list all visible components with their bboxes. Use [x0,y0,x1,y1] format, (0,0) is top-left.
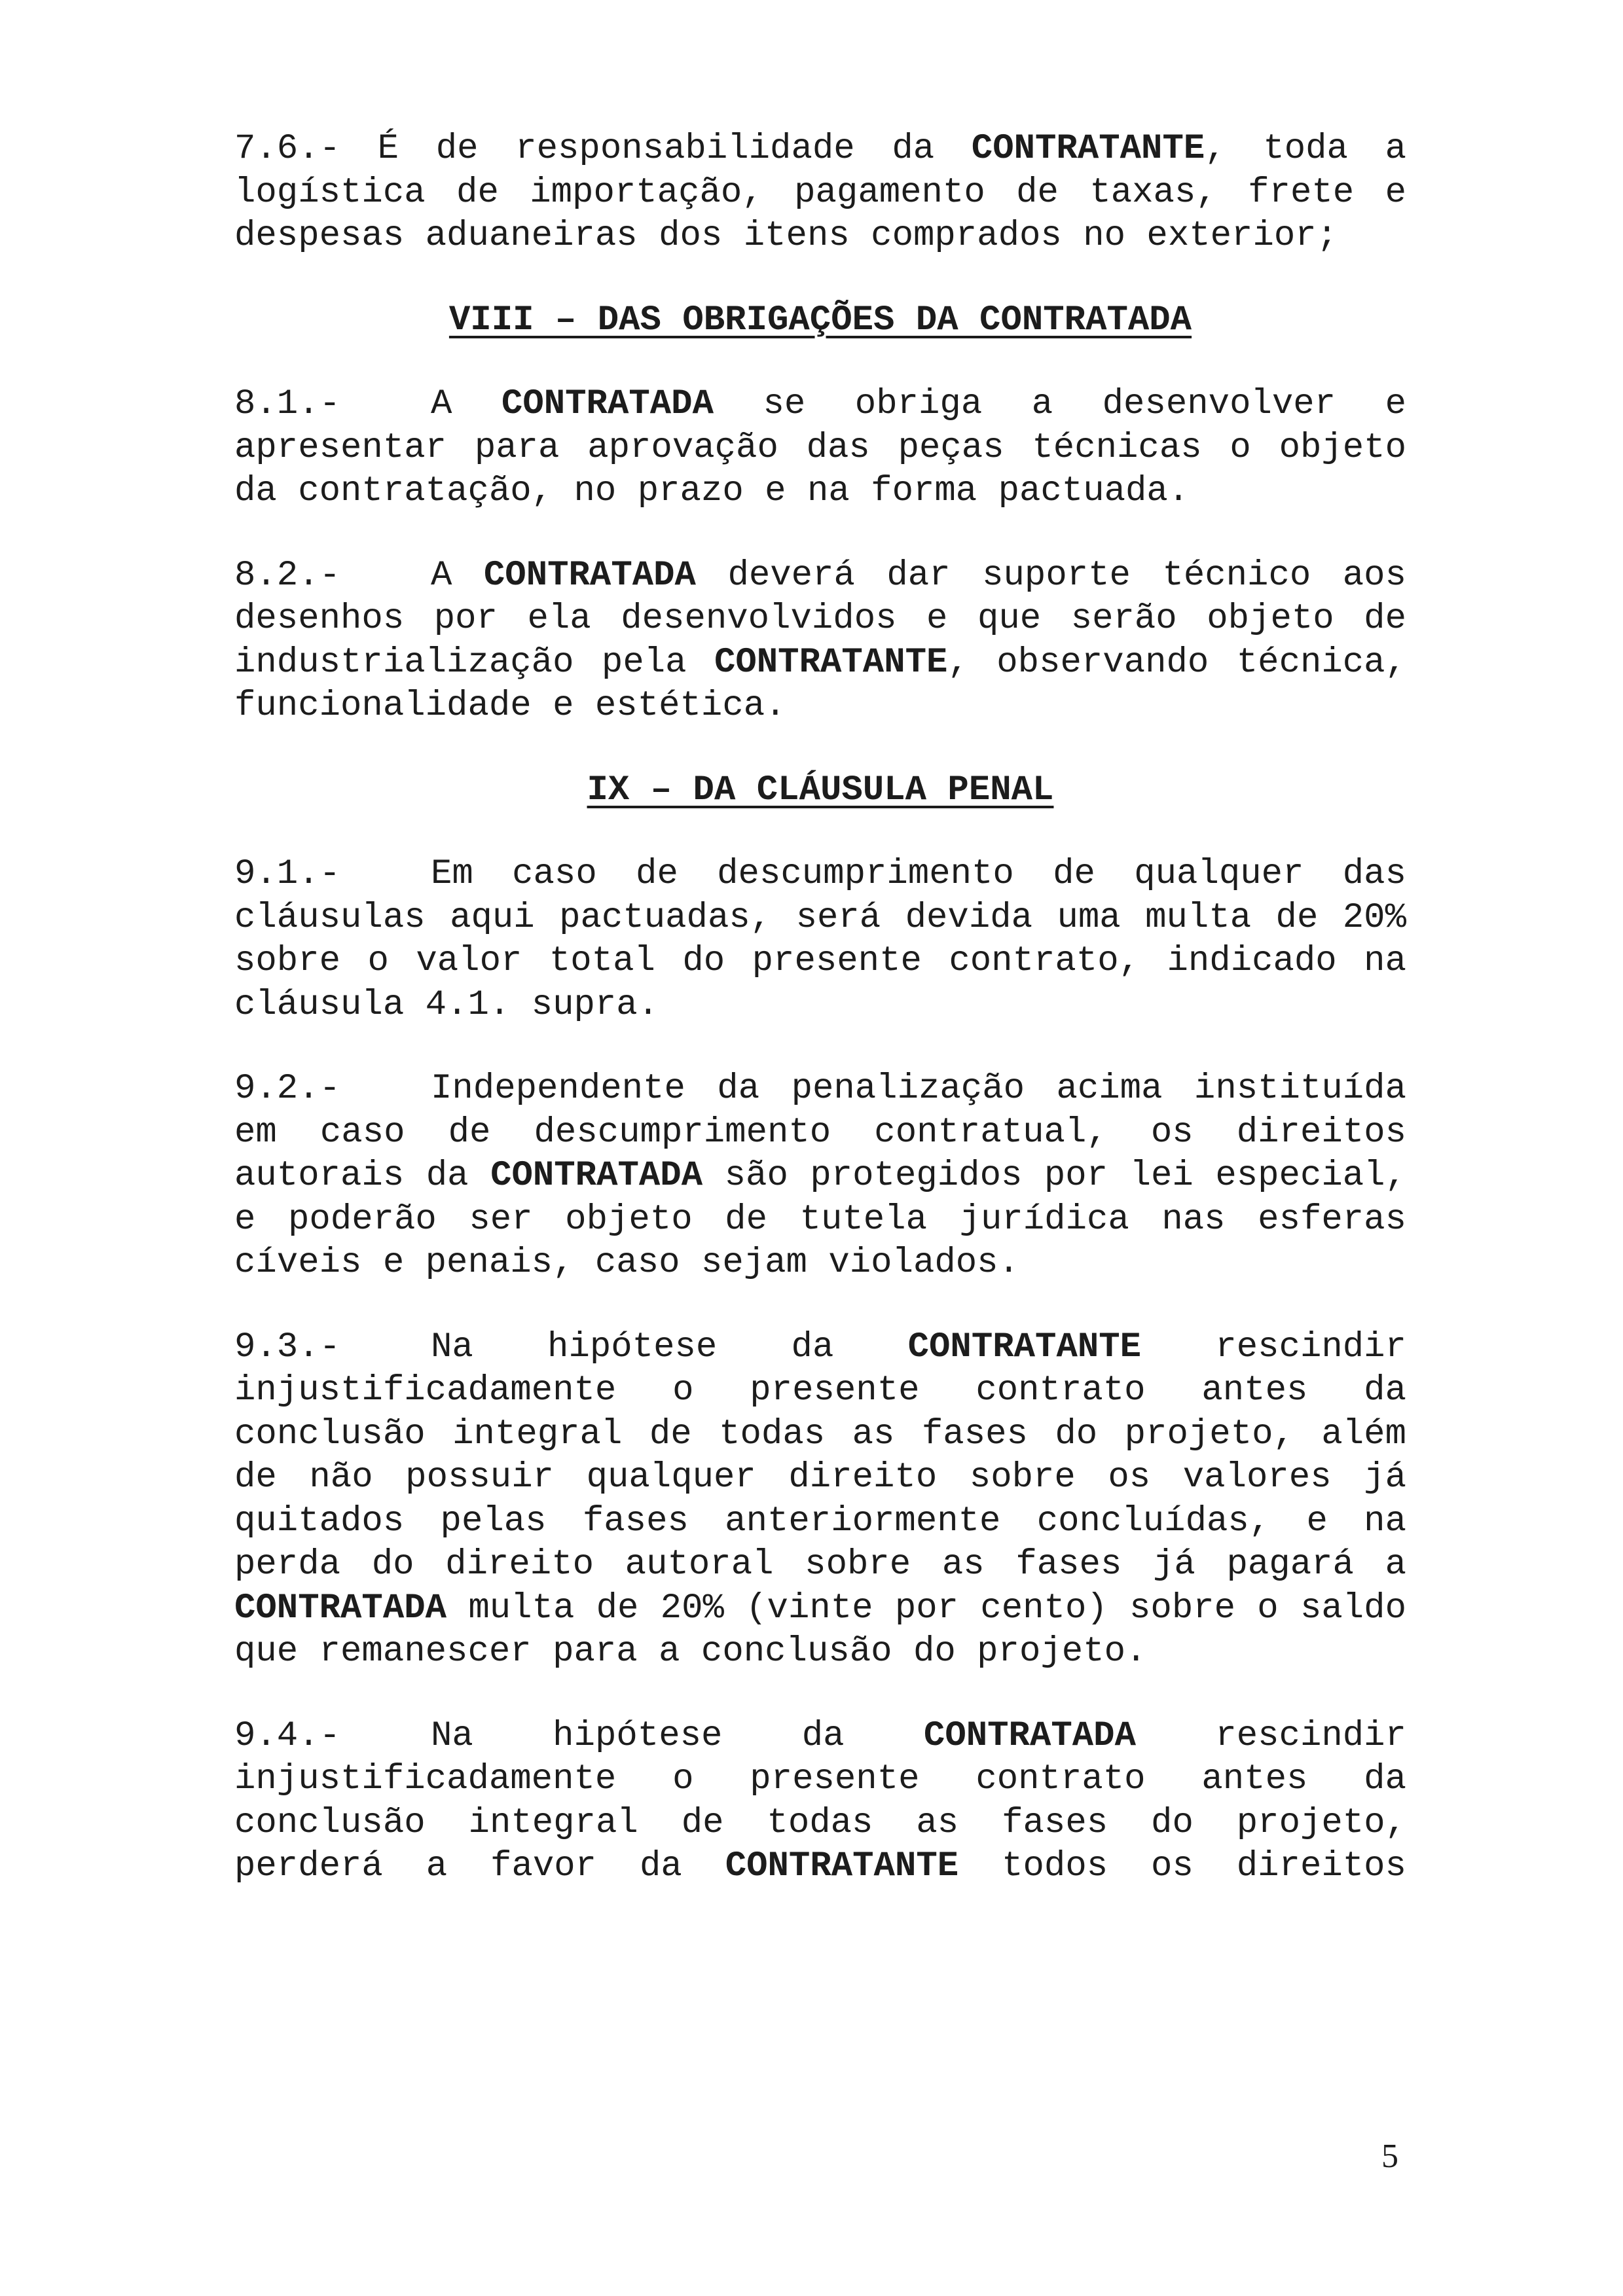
document-page [234,128,1406,1929]
clause-number: 9.4.- [234,1715,341,1756]
party-name: CONTRATADA [501,384,714,424]
clause-number: 7.6.- [234,129,341,169]
clause-9-1: 9.1.- Em caso de descumprimento de qualquer das cláusulas aqui pactuadas, será devida uma multa de 20% sobre o valor total do presente contrato, indicado na cláusula 4.1. supra. [234,854,1406,1025]
clause-number: 8.2.- [234,555,341,596]
clause-number: 9.1.- [234,854,341,894]
party-name: CONTRATANTE [725,1846,959,1886]
clause-7-6: 7.6.- É de responsabilidade da CONTRATANTE, toda a logística de importação, pagamento de taxas, frete e despesas aduaneiras dos itens comprados no exterior; [234,129,1406,256]
section-heading-viii: VIII – DAS OBRIGAÇÕES DA CONTRATADA [448,300,1192,340]
party-name: CONTRATADA [490,1156,703,1196]
clause-9-3: 9.3.- Na hipótese da CONTRATANTE rescindir injustificadamente o presente contrato antes da conclusão integral de todas as fases do projeto, além de não possuir qualquer direito sobre os valores já quitados pelas fases anteriormente concluídas, e na perda do direito autoral sobre as fases já pagará a CONTRATADA multa de 20% (vinte por cento) sobre o saldo que remanescer para a conclusão do projeto. [234,1327,1406,1672]
party-name: CONTRATANTE [907,1327,1142,1367]
section-heading-ix: IX – DA CLÁUSULA PENAL [587,770,1054,810]
clause-8-1: 8.1.- A CONTRATADA se obriga a desenvolver e apresentar para aprovação das peças técnicas o objeto da contratação, no prazo e na forma pactuada. [234,384,1407,511]
party-name: CONTRATADA [234,1588,447,1628]
clause-number: 9.2.- [234,1069,341,1109]
party-name: CONTRATADA [923,1715,1136,1756]
page-number: 5 [1381,2138,1398,2175]
party-name: CONTRATANTE [714,642,948,683]
clause-9-4: 9.4.- Na hipótese da CONTRATADA rescindir injustificadamente o presente contrato antes da conclusão integral de todas as fases do projeto, perderá a favor da CONTRATANTE todos os direitos [234,1715,1406,1886]
party-name: CONTRATANTE [971,129,1205,169]
clause-8-2: 8.2.- A CONTRATADA deverá dar suporte técnico aos desenhos por ela desenvolvidos e que serão objeto de industrialização pela CONTRATANTE, observando técnica, funcionalidade e estética. [234,555,1406,726]
clause-9-2: 9.2.- Independente da penalização acima instituída em caso de descumprimento contratual, os direitos autorais da CONTRATADA são protegidos por lei especial, e poderão ser objeto de tutela jurídica nas esferas cíveis e penais, caso sejam violados. [234,1069,1406,1283]
clause-number: 8.1.- [234,384,341,424]
party-name: CONTRATADA [483,555,696,596]
clause-number: 9.3.- [234,1327,341,1367]
